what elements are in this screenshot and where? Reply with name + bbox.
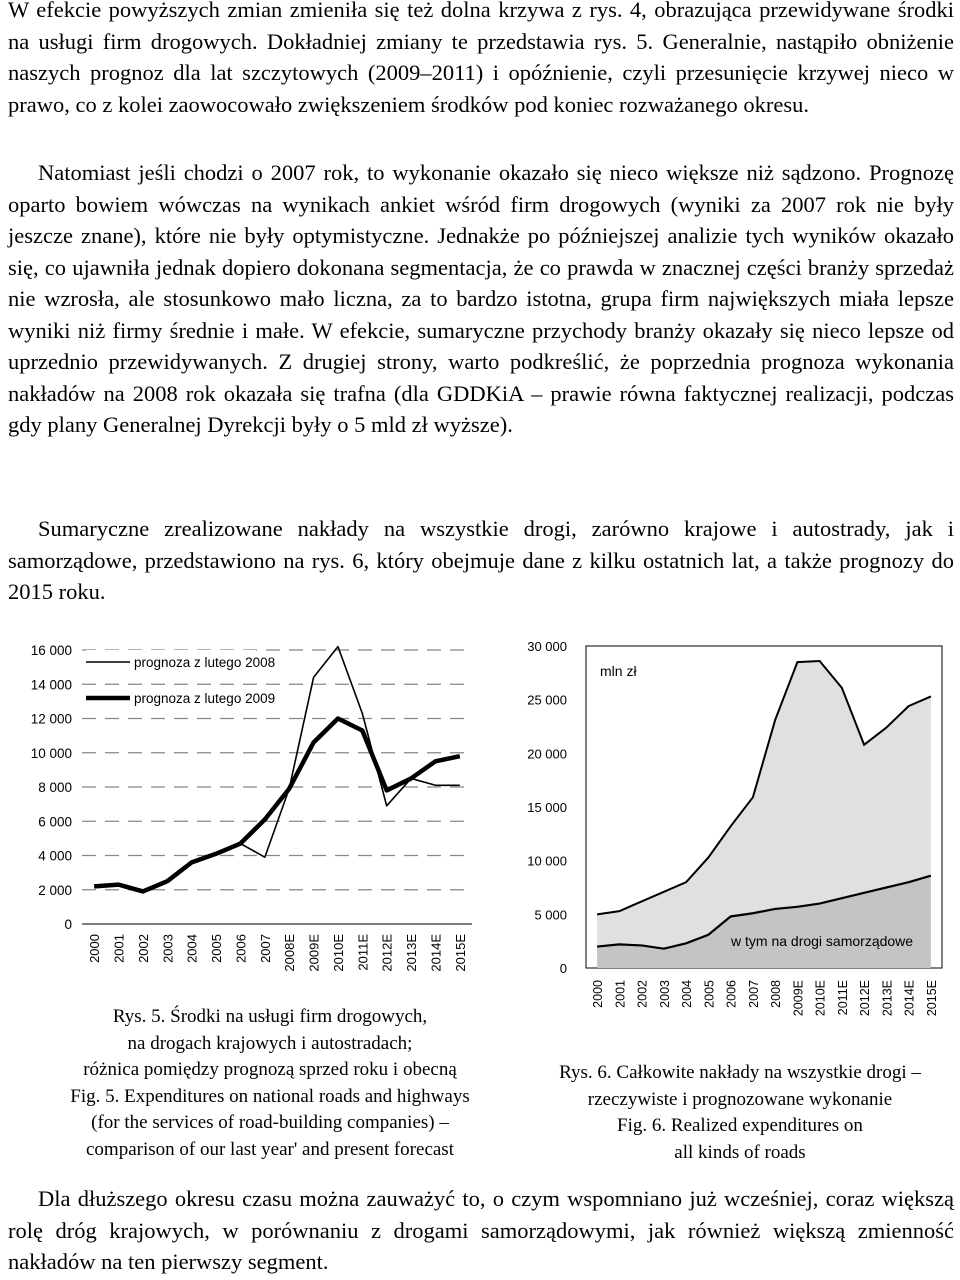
x-tick-label: 2009E [306, 934, 322, 972]
x-tick-label: 2002 [635, 980, 650, 1008]
paragraph-3: Sumaryczne zrealizowane nakłady na wszystkie drogi, zarówno krajowe i autostrady, jak i samorządowe, przedstawiono na rys. 6, który obejmuje dane z kilku ostatnich lat, a także prognozy do 2015 roku. [8, 516, 954, 604]
caption-fig5-line: comparison of our last year' and present forecast [86, 1138, 454, 1160]
x-tick-label: 2012E [379, 934, 395, 972]
legend-label: prognoza z lutego 2009 [134, 691, 276, 706]
y-tick-label: 12 000 [30, 711, 72, 727]
caption-fig5-line: Fig. 5. Expenditures on national roads and highways [70, 1085, 470, 1107]
x-tick-label: 2012E [858, 980, 873, 1017]
paragraph-1: W efekcie powyższych zmian zmieniła się też dolna krzywa z rys. 4, obrazująca przewidywane środki na usługi firm drogowych. Dokładniej zmiany te przedstawia rys. 5. Generalnie, nastąpiło obniżenie naszych prognoz dla lat szczytowych (2009–2011) i opóźnienie, czyli przesunięcie krzywej nieco w prawo, co z kolei zaowocowało zwiększeniem środków pod koniec rozważanego okresu. [8, 0, 954, 117]
y-tick-label: 16 000 [30, 643, 72, 658]
x-tick-label: 2001 [613, 980, 628, 1008]
x-tick-label: 2013E [880, 980, 895, 1017]
y-tick-label: 30 000 [527, 639, 567, 654]
y-tick-label: 5 000 [534, 907, 567, 923]
y-tick-label: 8 000 [38, 780, 72, 795]
x-tick-label: 2013E [404, 934, 420, 972]
chart-fig6 [500, 630, 960, 1030]
series-line [94, 647, 460, 892]
series-label: w tym na drogi samorządowe [731, 933, 914, 949]
y-tick-label: 15 000 [527, 800, 567, 815]
x-tick-label: 2000 [591, 980, 606, 1008]
x-tick-label: 2007 [746, 980, 761, 1008]
caption-fig5-line: Rys. 5. Środki na usługi firm drogowych, [112, 1006, 428, 1027]
y-tick-label: 6 000 [38, 814, 72, 830]
chart-fig5 [0, 630, 468, 1010]
caption-fig5-line: (for the services of road-building companies) – [91, 1112, 449, 1133]
unit-label: mln zł [600, 663, 637, 679]
y-tick-label: 0 [64, 917, 72, 932]
x-tick-label: 2011E [835, 980, 850, 1016]
x-tick-label: 2010E [330, 934, 346, 972]
caption-fig6-line: Fig. 6. Realized expenditures on [617, 1115, 863, 1136]
x-tick-label: 2011E [355, 934, 371, 971]
x-tick-label: 2001 [111, 934, 127, 963]
x-tick-label: 2007 [257, 934, 273, 963]
caption-fig5 [20, 1004, 520, 1163]
y-tick-label: 20 000 [527, 746, 567, 762]
x-tick-label: 2008E [282, 934, 298, 972]
x-tick-label: 2008 [769, 980, 784, 1008]
x-tick-label: 2002 [135, 934, 151, 963]
x-tick-label: 2000 [87, 934, 103, 963]
x-tick-label: 2015E [452, 934, 468, 972]
x-tick-label: 2005 [702, 980, 717, 1008]
y-tick-label: 10 000 [30, 745, 72, 761]
x-tick-label: 2004 [680, 980, 695, 1008]
x-tick-label: 2004 [184, 934, 200, 963]
paragraph-4: Dla dłuższego okresu czasu można zauważyć to, o czym wspomniano już wcześniej, coraz większą rolę dróg krajowych, w porównaniu z drogami samorządowymi, jak również większą zmienność nakładów na ten pierwszy segment. [8, 1186, 954, 1274]
y-tick-label: 10 000 [527, 853, 567, 869]
x-tick-label: 2006 [233, 934, 249, 963]
x-tick-label: 2006 [724, 980, 739, 1008]
x-tick-label: 2014E [428, 934, 444, 972]
paragraph-2: Natomiast jeśli chodzi o 2007 rok, to wykonanie okazało się nieco większe niż sądzono. Prognozę oparto bowiem wówczas na wynikach ankiet wśród firm drogowych (wyniki za 2007 rok nie były jeszcze znane), które nie były optymistyczne. Jednakże po późniejszej analizie tych wyników okazało się, co ujawniła jednak dopiero dokonana segmentacja, że co prawda w znacznej części branży sprzedaż nie wzrosła, ale stosunkowo mało liczna, za to bardzo istotna, grupa firm największych miała lepsze wyniki niż firmy średnie i małe. W efekcie, sumaryczne przychody branży okazały się nieco lepsze od uprzednio przewidywanych. Z drugiej strony, warto podkreślić, że poprzednia prognoza wykonania nakładów na 2008 rok okazała się trafna (dla GDDKiA – prawie równa faktycznej realizacji, podczas gdy plany Generalnej Dyrekcji były o 5 mld zł wyższe). [8, 160, 954, 437]
legend-label: prognoza z lutego 2008 [134, 655, 276, 670]
x-tick-label: 2015E [924, 980, 939, 1017]
caption-fig5-line: różnica pomiędzy prognozą sprzed roku i obecną [83, 1059, 457, 1080]
y-tick-label: 0 [559, 961, 567, 976]
series-line [94, 719, 460, 892]
caption-fig6-line: all kinds of roads [674, 1141, 806, 1163]
caption-fig5-line: na drogach krajowych i autostradach; [127, 1032, 413, 1054]
y-tick-label: 14 000 [30, 677, 72, 693]
x-tick-label: 2010E [813, 980, 828, 1017]
y-tick-label: 4 000 [38, 848, 72, 864]
y-tick-label: 2 000 [38, 882, 72, 898]
y-tick-label: 25 000 [527, 692, 567, 708]
x-tick-label: 2003 [657, 980, 672, 1008]
x-tick-label: 2014E [902, 980, 917, 1017]
caption-fig6 [500, 1060, 960, 1166]
caption-fig6-line: Rys. 6. Całkowite nakłady na wszystkie drogi – [559, 1062, 921, 1083]
caption-fig6-line: rzeczywiste i prognozowane wykonanie [587, 1088, 893, 1110]
x-tick-label: 2005 [209, 934, 225, 963]
x-tick-label: 2003 [160, 934, 176, 963]
x-tick-label: 2009E [791, 980, 806, 1017]
